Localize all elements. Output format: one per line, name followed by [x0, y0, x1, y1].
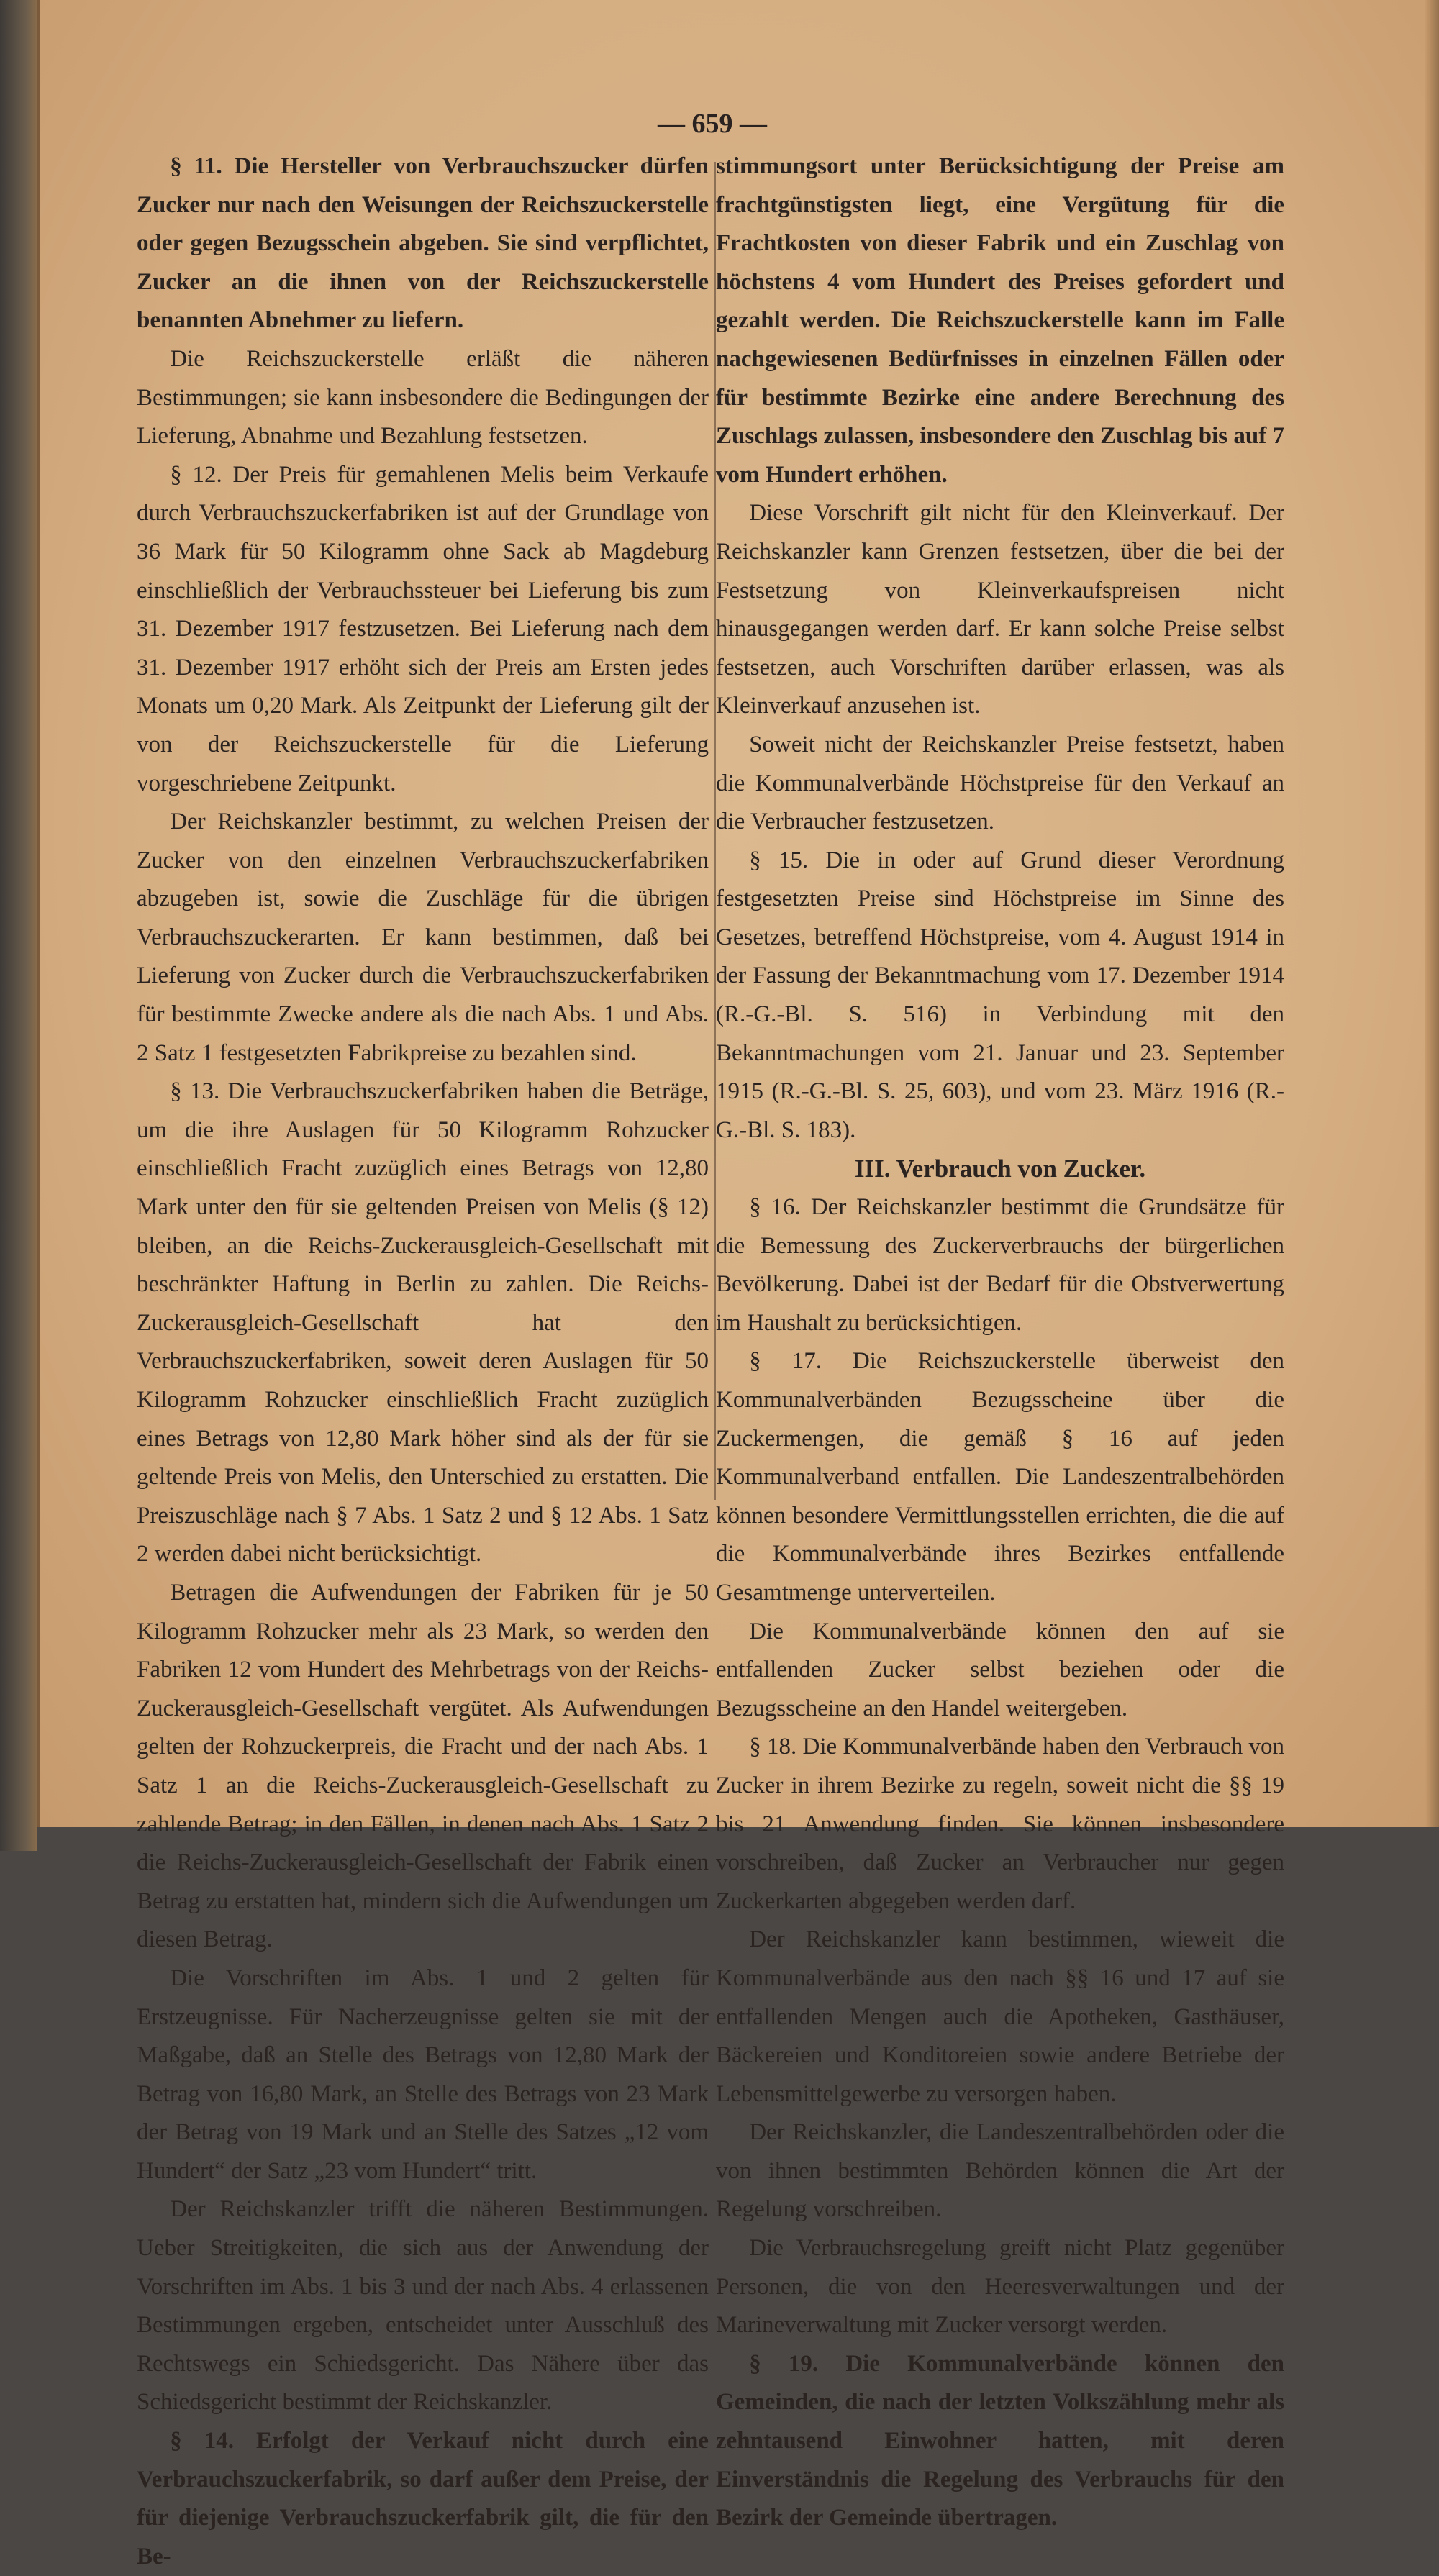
paragraph-12: § 12. Der Preis für gemahlenen Melis beim Verkaufe durch Verbrauchszuckerfabriken ist auf der Grundlage von 36 Mark für 50 Kilogramm ohne Sack ab Magdeburg einschließlich der Verbrauchssteuer bei Lieferung bis zum 31. Dezember 1917 festzusetzen. Bei Lieferung nach dem 31. Dezember 1917 erhöht sich der Preis am Ersten jedes Monats um 0,20 Mark. Als Zeitpunkt der Lieferung gilt der von der Reichszuckerstelle für die Lieferung vorgeschriebene Zeitpunkt.	[137, 461, 709, 796]
right-column	[716, 147, 1284, 2538]
paragraph-16: § 16. Der Reichskanzler bestimmt die Grundsätze für die Bemessung des Zuckerverbrauchs der bürgerlichen Bevölkerung. Dabei ist der Bedarf für die Obstverwertung im Haushalt zu berücksichtigen.	[716, 1194, 1284, 1336]
paragraph: Die Kommunalverbände können den auf sie entfallenden Zucker selbst beziehen oder die Bezugsscheine an den Handel weitergeben.	[716, 1618, 1284, 1721]
page-number: — 659 —	[658, 109, 767, 139]
paragraph: Die Vorschriften im Abs. 1 und 2 gelten für Erstzeugnisse. Für Nacherzeugnisse gelten sie mit der Maßgabe, daß an Stelle des Betrags von 12,80 Mark der Betrag von 16,80 Mark, an Stelle des Betrags von 23 Mark der Betrag von 19 Mark und an Stelle des Satzes „12 vom Hundert“ der Satz „23 vom Hundert“ tritt.	[137, 1965, 709, 2184]
left-column	[137, 147, 709, 2576]
facing-page-edge	[0, 0, 37, 1851]
paragraph-11: § 11. Die Hersteller von Verbrauchszucker dürfen Zucker nur nach den Weisungen der Reichszuckerstelle oder gegen Bezugsschein abgeben. Sie sind verpflichtet, Zucker an die ihnen von der Reichszuckerstelle benannten Abnehmer zu liefern.	[137, 153, 709, 334]
paragraph-18: § 18. Die Kommunalverbände haben den Verbrauch von Zucker in ihrem Bezirke zu regeln, soweit nicht die §§ 19 bis 21 Anwendung finden. Sie können insbesondere vorschreiben, daß Zucker an Verbraucher nur gegen Zuckerkarten abgegeben werden darf.	[716, 1734, 1284, 1914]
paragraph-19: § 19. Die Kommunalverbände können den Gemeinden, die nach der letzten Volkszählung mehr als zehntausend Einwohner hatten, mit deren Einverständnis die Regelung des Verbrauchs für den Bezirk der Gemeinde übertragen.	[716, 2350, 1284, 2531]
section-heading: III. Verbrauch von Zucker.	[854, 1155, 1146, 1183]
paragraph: Die Reichszuckerstelle erläßt die näheren Bestimmungen; sie kann insbesondere die Bedingungen der Lieferung, Abnahme und Bezahlung festsetzen.	[137, 345, 709, 450]
paragraph: Der Reichskanzler trifft die näheren Bestimmungen. Ueber Streitigkeiten, die sich aus der Anwendung der Vorschriften im Abs. 1 bis 3 und der nach Abs. 4 erlassenen Bestimmungen ergeben, entscheidet unter Ausschluß des Rechtswegs ein Schiedsgericht. Das Nähere über das Schiedsgericht bestimmt der Reichskanzler.	[137, 2196, 709, 2416]
paragraph: Der Reichskanzler kann bestimmen, wieweit die Kommunalverbände aus den nach §§ 16 und 17 auf sie entfallenden Mengen auch die Apotheken, Gasthäuser, Bäckereien und Konditoreien sowie andere Betriebe der Lebensmittelgewerbe zu versorgen haben.	[716, 1926, 1284, 2107]
paragraph-13: § 13. Die Verbrauchszuckerfabriken haben die Beträge, um die ihre Auslagen für 50 Kilogramm Rohzucker einschließlich Fracht zuzüglich eines Betrags von 12,80 Mark unter den für sie geltenden Preisen von Melis (§ 12) bleiben, an die Reichs-Zuckerausgleich-Gesellschaft mit beschränkter Haftung in Berlin zu zahlen. Die Reichs-Zuckerausgleich-Gesellschaft hat den Verbrauchszuckerfabriken, soweit deren Auslagen für 50 Kilogramm Rohzucker einschließlich Fracht zuzüglich eines Betrags von 12,80 Mark höher sind als der für sie geltende Preis von Melis, den Unterschied zu erstatten. Die Preiszuschläge nach § 7 Abs. 1 Satz 2 und § 12 Abs. 1 Satz 2 werden dabei nicht berücksichtigt.	[137, 1078, 709, 1567]
paragraph: Betragen die Aufwendungen der Fabriken für je 50 Kilogramm Rohzucker mehr als 23 Mark, so werden den Fabriken 12 vom Hundert des Mehrbetrags von der Reichs-Zuckerausgleich-Gesellschaft vergütet. Als Aufwendungen gelten der Rohzuckerpreis, die Fracht und der nach Abs. 1 Satz 1 an die Reichs-Zuckerausgleich-Gesellschaft zu zahlende Betrag; in den Fällen, in denen nach Abs. 1 Satz 2 die Reichs-Zuckerausgleich-Gesellschaft der Fabrik einen Betrag zu erstatten hat, mindern sich die Aufwendungen um diesen Betrag.	[137, 1579, 709, 1953]
paragraph: Soweit nicht der Reichskanzler Preise festsetzt, haben die Kommunalverbände Höchstpreise für den Verkauf an die Verbraucher festzusetzen.	[716, 731, 1284, 835]
page-edge	[1425, 0, 1439, 1827]
paragraph: Der Reichskanzler bestimmt, zu welchen Preisen der Zucker von den einzelnen Verbrauchszuckerfabriken abzugeben ist, sowie die Zuschläge für die übrigen Verbrauchszuckerarten. Er kann bestimmen, daß bei Lieferung von Zucker durch die Verbrauchszuckerfabriken für bestimmte Zwecke andere als die nach Abs. 1 und Abs. 2 Satz 1 festgesetzten Fabrikpreise zu bezahlen sind.	[137, 809, 709, 1066]
paragraph-14-continued: stimmungsort unter Berücksichtigung der Preise am frachtgünstigsten liegt, eine Vergütung für die Frachtkosten von dieser Fabrik und ein Zuschlag von höchstens 4 vom Hundert des Preises gefordert und gezahlt werden. Die Reichszuckerstelle kann im Falle nachgewiesenen Bedürfnisses in einzelnen Fällen oder für bestimmte Bezirke eine andere Berechnung des Zuschlags zulassen, insbesondere den Zuschlag bis auf 7 vom Hundert erhöhen.	[716, 153, 1284, 488]
paragraph-14: § 14. Erfolgt der Verkauf nicht durch eine Verbrauchszuckerfabrik, so darf außer dem Preise, der für diejenige Verbrauchszuckerfabrik gilt, die für den Be-	[137, 2428, 709, 2570]
paragraph: Die Verbrauchsregelung greift nicht Platz gegenüber Personen, die von den Heeresverwaltungen und der Marineverwaltung mit Zucker versorgt werden.	[716, 2235, 1284, 2339]
paragraph: Der Reichskanzler, die Landeszentralbehörden oder die von ihnen bestimmten Behörden können die Art der Regelung vorschreiben.	[716, 2119, 1284, 2223]
paragraph-17: § 17. Die Reichszuckerstelle überweist den Kommunalverbänden Bezugsscheine über die Zuckermengen, die gemäß § 16 auf jeden Kommunalverband entfallen. Die Landeszentralbehörden können besondere Vermittlungsstellen errichten, die die auf die Kommunalverbände ihres Bezirkes entfallende Gesamtmenge unterverteilen.	[716, 1348, 1284, 1606]
paragraph: Diese Vorschrift gilt nicht für den Kleinverkauf. Der Reichskanzler kann Grenzen festsetzen, über die bei der Festsetzung von Kleinverkaufspreisen nicht hinausgegangen werden darf. Er kann solche Preise selbst festsetzen, auch Vorschriften darüber erlassen, was als Kleinverkauf anzusehen ist.	[716, 500, 1284, 719]
paragraph-15: § 15. Die in oder auf Grund dieser Verordnung festgesetzten Preise sind Höchstpreise im Sinne des Gesetzes, betreffend Höchstpreise, vom 4. August 1914 in der Fassung der Bekanntmachung vom 17. Dezember 1914 (R.-G.-Bl. S. 516) in Verbindung mit den Bekanntmachungen vom 21. Januar und 23. September 1915 (R.-G.-Bl. S. 25, 603), und vom 23. März 1916 (R.-G.-Bl. S. 183).	[716, 847, 1284, 1143]
